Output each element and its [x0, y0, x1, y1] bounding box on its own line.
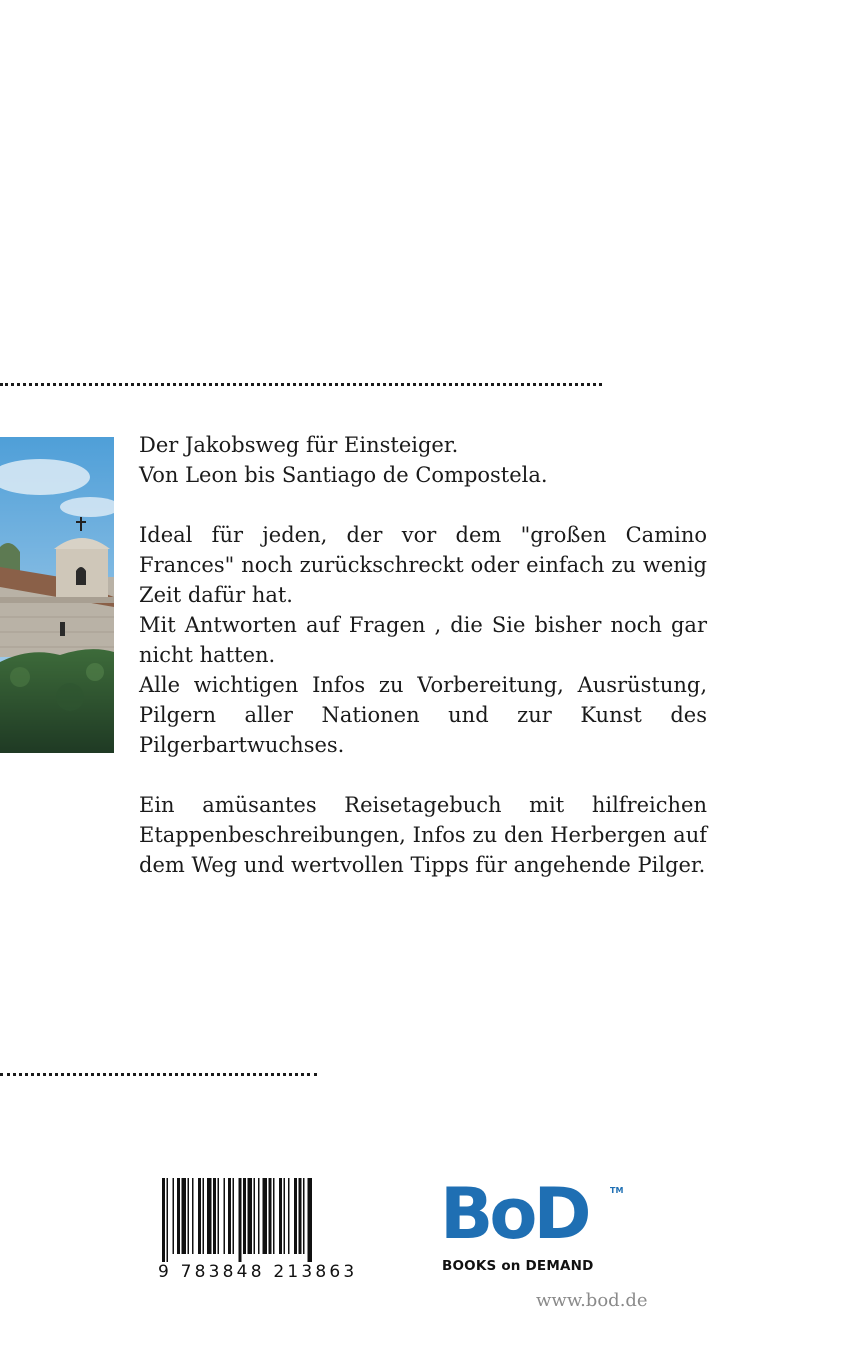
dotted-rule-top [0, 383, 602, 386]
bod-logo [440, 1173, 630, 1281]
blurb-paragraph-5: Ein amüsantes Reisetagebuch mit hilfreichen Etappenbeschreibungen, Infos zu den Herbergen auf dem Weg und wertvollen Tipps für angehende Pilger. [139, 793, 707, 877]
back-cover-blurb [139, 430, 707, 880]
blurb-paragraph-3: Mit Antworten auf Fragen , die Sie bisher noch gar nicht hatten. [139, 613, 707, 667]
church-photo [0, 437, 114, 753]
trademark-symbol: TM [610, 1186, 624, 1195]
blurb-line-1: Der Jakobsweg für Einsteiger. [139, 433, 459, 457]
bod-logo-text: BoD [440, 1173, 588, 1255]
blurb-paragraph-2: Ideal für jeden, der vor dem "großen Camino Frances" noch zurückschreckt oder einfach zu wenig Zeit dafür hat. [139, 523, 707, 607]
blurb-line-2: Von Leon bis Santiago de Compostela. [139, 463, 548, 487]
isbn-number: 9 783848 213863 [158, 1262, 358, 1282]
publisher-url: www.bod.de [536, 1290, 648, 1311]
blurb-paragraph-4: Alle wichtigen Infos zu Vorbereitung, Ausrüstung, Pilgern aller Nationen und zur Kunst des Pilgerbartwuchses. [139, 673, 707, 757]
dotted-rule-bottom [0, 1073, 317, 1076]
bod-tagline: BOOKS on DEMAND [442, 1258, 594, 1274]
